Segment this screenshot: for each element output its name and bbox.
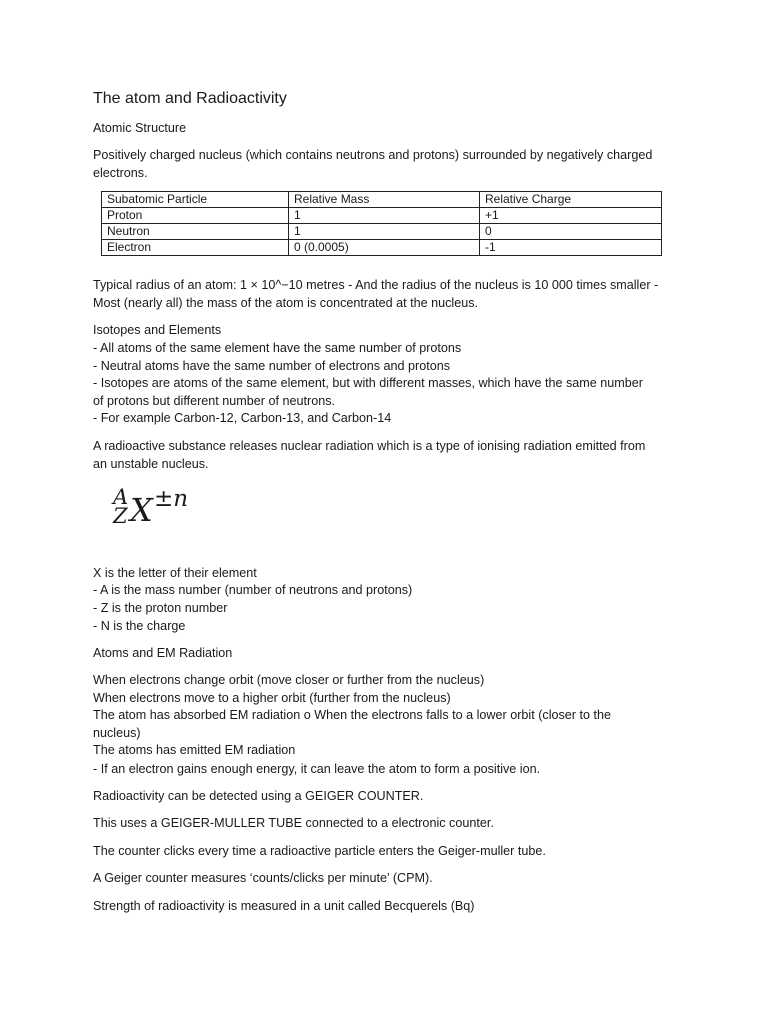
radioactive-line1: A radioactive substance releases nuclear radiation which is a type of ionising radiation emitted from — [93, 439, 646, 453]
table-cell: 0 (0.0005) — [289, 240, 480, 256]
table-header-cell: Relative Mass — [289, 192, 480, 208]
symbols-line: X is the letter of their element — [93, 566, 257, 580]
detection-paragraph: Strength of radioactivity is measured in a unit called Becquerels (Bq) — [93, 899, 475, 913]
nuclide-notation-formula — [110, 486, 220, 538]
atomic-structure-heading: Atomic Structure — [93, 121, 187, 135]
isotopes-line: - All atoms of the same element have the same number of protons — [93, 341, 462, 355]
table-row — [102, 208, 662, 224]
em-line: When electrons change orbit (move closer or further from the nucleus) — [93, 673, 485, 687]
isotopes-line: - Neutral atoms have the same number of electrons and protons — [93, 359, 451, 373]
charge-symbol: ±n — [154, 486, 189, 512]
table-cell: 0 — [480, 224, 662, 240]
isotopes-line: - For example Carbon-12, Carbon-13, and Carbon-14 — [93, 411, 392, 425]
isotopes-line: of protons but different number of neutrons. — [93, 394, 335, 408]
detection-paragraph: This uses a GEIGER-MULLER TUBE connected to a electronic counter. — [93, 816, 494, 830]
em-line: The atoms has emitted EM radiation — [93, 743, 296, 757]
table-header-cell: Subatomic Particle — [102, 192, 289, 208]
isotopes-line: - Isotopes are atoms of the same element, but with different masses, which have the same number — [93, 376, 643, 390]
isotopes-heading: Isotopes and Elements — [93, 323, 222, 337]
element-symbol: X — [130, 491, 153, 529]
radius-line1: Typical radius of an atom: 1 × 10^−10 metres - And the radius of the nucleus is 10 000 times smaller - — [93, 278, 659, 292]
table-cell: +1 — [480, 208, 662, 224]
table-header-row — [102, 192, 662, 208]
detection-paragraph: Radioactivity can be detected using a GEIGER COUNTER. — [93, 789, 424, 803]
symbols-line: - Z is the proton number — [93, 601, 228, 615]
em-line: The atom has absorbed EM radiation o When the electrons falls to a lower orbit (closer to the — [93, 708, 612, 722]
radius-line2: Most (nearly all) the mass of the atom is concentrated at the nucleus. — [93, 296, 478, 310]
radioactive-line2: an unstable nucleus. — [93, 457, 209, 471]
atomic-structure-intro-line2: electrons. — [93, 166, 148, 180]
table-cell: Neutron — [102, 224, 289, 240]
em-line: - If an electron gains enough energy, it can leave the atom to form a positive ion. — [93, 762, 541, 776]
page-title: The atom and Radioactivity — [93, 90, 287, 107]
mass-number-symbol: A — [113, 485, 129, 509]
em-line: When electrons move to a higher orbit (further from the nucleus) — [93, 691, 451, 705]
symbols-line: - A is the mass number (number of neutrons and protons) — [93, 583, 413, 597]
table-cell: Electron — [102, 240, 289, 256]
em-line: nucleus) — [93, 726, 141, 740]
table-cell: 1 — [289, 224, 480, 240]
table-row — [102, 240, 662, 256]
symbols-line: - N is the charge — [93, 619, 186, 633]
table-cell: -1 — [480, 240, 662, 256]
subatomic-particle-table — [101, 191, 662, 256]
table-header-cell: Relative Charge — [480, 192, 662, 208]
table-cell: Proton — [102, 208, 289, 224]
table-cell: 1 — [289, 208, 480, 224]
table-row — [102, 224, 662, 240]
detection-paragraph: The counter clicks every time a radioactive particle enters the Geiger-muller tube. — [93, 844, 546, 858]
atomic-structure-intro-line1: Positively charged nucleus (which contains neutrons and protons) surrounded by negatively charged — [93, 148, 653, 162]
detection-paragraph: A Geiger counter measures ‘counts/clicks per minute’ (CPM). — [93, 871, 433, 885]
em-heading: Atoms and EM Radiation — [93, 646, 233, 660]
proton-number-symbol: Z — [113, 504, 128, 528]
